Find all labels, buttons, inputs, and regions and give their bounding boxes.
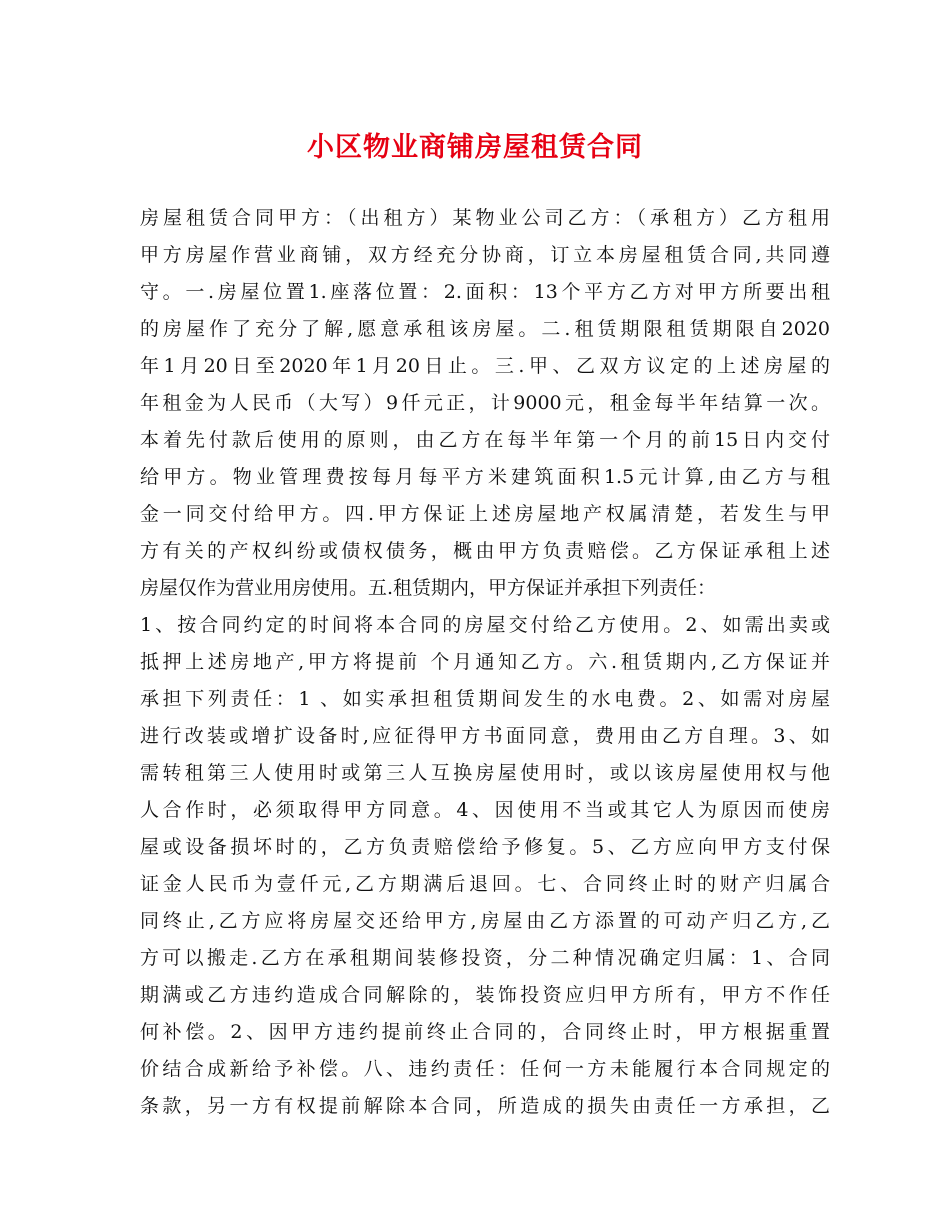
body-line: 房屋租赁合同甲方：（出租方）某物业公司乙方：（承租方）乙方租用 xyxy=(140,207,830,229)
body-line: 1、按合同约定的时间将本合同的房屋交付给乙方使用。2、如需出卖或 xyxy=(140,614,830,636)
body-line: 条款，另一方有权提前解除本合同，所造成的损失由责任一方承担，乙 xyxy=(140,1095,830,1117)
body-line: 承担下列责任：1 、如实承担租赁期间发生的水电费。2、如需对房屋 xyxy=(140,688,830,710)
document-body xyxy=(140,200,830,1125)
body-line: 的房屋作了充分了解,愿意承租该房屋。二.租赁期限租赁期限自2020 xyxy=(140,318,830,340)
body-line: 方有关的产权纠纷或债权债务，概由甲方负责赔偿。乙方保证承租上述 xyxy=(140,540,830,562)
body-line: 何补偿。2、因甲方违约提前终止合同的，合同终止时，甲方根据重置 xyxy=(140,1021,830,1043)
document-title: 小区物业商铺房屋租赁合同 xyxy=(307,132,643,163)
body-line: 人合作时，必须取得甲方同意。4、因使用不当或其它人为原因而使房 xyxy=(140,799,830,821)
body-line: 方可以搬走.乙方在承租期间装修投资，分二种情况确定归属：1、合同 xyxy=(140,947,830,969)
body-line: 年租金为人民币（大写）9仟元正，计9000元，租金每半年结算一次。 xyxy=(140,392,830,414)
body-line: 需转租第三人使用时或第三人互换房屋使用时，或以该房屋使用权与他 xyxy=(140,762,830,784)
body-line: 进行改装或增扩设备时,应征得甲方书面同意，费用由乙方自理。3、如 xyxy=(140,725,830,747)
body-line: 金一同交付给甲方。四.甲方保证上述房屋地产权属清楚，若发生与甲 xyxy=(140,503,830,525)
body-line: 证金人民币为壹仟元,乙方期满后退回。七、合同终止时的财产归属合 xyxy=(140,873,830,895)
body-line: 守。一.房屋位置1.座落位置：2.面积：13个平方乙方对甲方所要出租 xyxy=(140,281,830,303)
body-line: 同终止,乙方应将房屋交还给甲方,房屋由乙方添置的可动产归乙方,乙 xyxy=(140,910,830,932)
body-line: 给甲方。物业管理费按每月每平方米建筑面积1.5元计算,由乙方与租 xyxy=(140,466,830,488)
body-line: 期满或乙方违约造成合同解除的，装饰投资应归甲方所有，甲方不作任 xyxy=(140,984,830,1006)
body-line: 屋或设备损坏时的，乙方负责赔偿给予修复。5、乙方应向甲方支付保 xyxy=(140,836,830,858)
body-line: 价结合成新给予补偿。八、违约责任：任何一方未能履行本合同规定的 xyxy=(140,1058,830,1080)
body-line: 抵押上述房地产,甲方将提前 个月通知乙方。六.租赁期内,乙方保证并 xyxy=(140,651,830,673)
body-line: 甲方房屋作营业商铺，双方经充分协商，订立本房屋租赁合同,共同遵 xyxy=(140,244,830,266)
body-line: 年1月20日至2020年1月20日止。三.甲、乙双方议定的上述房屋的 xyxy=(140,355,830,377)
body-line: 本着先付款后使用的原则，由乙方在每半年第一个月的前15日内交付 xyxy=(140,429,830,451)
body-line: 房屋仅作为营业用房使用。五.租赁期内，甲方保证并承担下列责任： xyxy=(140,577,717,599)
